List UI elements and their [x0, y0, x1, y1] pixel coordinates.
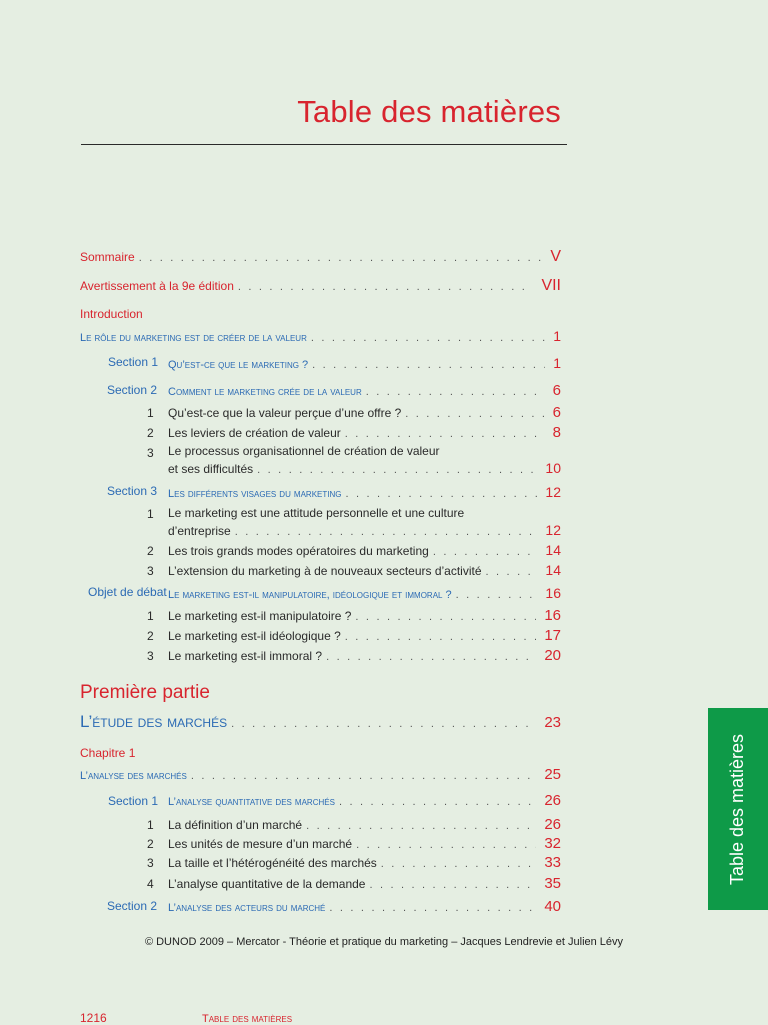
leader-dots	[235, 526, 538, 538]
debate-label: Objet de débat	[88, 585, 167, 599]
toc-entry-item[interactable]	[168, 854, 561, 871]
part-label: Première partie	[80, 682, 210, 703]
page-number: 1	[553, 328, 561, 344]
page-number: 23	[544, 714, 561, 731]
page-number: 6	[552, 382, 561, 399]
toc-entry-item[interactable]	[168, 424, 561, 441]
copyright-footer: © DUNOD 2009 – Mercator - Théorie et pratique du marketing – Jacques Lendrevie et Julien Lévy	[144, 936, 624, 948]
toc-entry-text: Comment le marketing crée de la valeur	[168, 386, 362, 398]
toc-entry-text: Le marketing est-il manipulatoire ?	[168, 609, 352, 623]
leader-dots	[405, 408, 544, 420]
toc-entry-text: Le marketing est-il manipulatoire, idéologique et immoral ?	[168, 589, 452, 601]
toc-entry-text: Le marketing est-il idéologique ?	[168, 629, 341, 643]
running-head: Table des matières	[202, 1013, 293, 1025]
toc-entry-intro-title[interactable]	[80, 328, 561, 344]
toc-entry-item[interactable]	[168, 607, 561, 624]
toc-entry-item[interactable]	[168, 562, 561, 578]
page-number: 12	[545, 522, 561, 538]
toc-entry-text: Le rôle du marketing est de créer de la valeur	[80, 332, 307, 344]
toc-entry-text: Les différents visages du marketing	[168, 488, 342, 500]
leader-dots	[326, 651, 536, 663]
toc-entry-chapter-title[interactable]	[80, 766, 561, 783]
leader-dots	[329, 902, 536, 914]
toc-entry-text: et ses difficultés	[168, 462, 254, 476]
toc-entry-text: Sommaire	[80, 250, 135, 264]
page-number: 40	[544, 898, 561, 915]
toc-entry-text: La définition d’un marché	[168, 818, 303, 832]
toc-entry-item[interactable]	[168, 522, 561, 538]
leader-dots	[139, 252, 543, 264]
toc-entry-item[interactable]	[168, 460, 561, 476]
toc-entry-item[interactable]	[168, 404, 561, 421]
toc-entry-text: L’analyse quantitative de la demande	[168, 877, 366, 891]
section-label: Section 1	[108, 794, 159, 808]
section-label: Section 3	[107, 484, 158, 498]
toc-entry-debate[interactable]	[168, 585, 561, 601]
toc-entry-section-3[interactable]	[168, 484, 561, 500]
toc-entry-text: Les trois grands modes opératoires du marketing	[168, 544, 429, 558]
item-number: 1	[147, 507, 154, 521]
toc-entry-text-line1: Le marketing est une attitude personnelle et une culture	[168, 506, 465, 520]
side-tab-label: Table des matières	[727, 733, 748, 885]
item-number: 2	[147, 426, 154, 440]
item-number: 2	[147, 544, 154, 558]
section-label: Section 2	[107, 383, 158, 397]
page-number: 33	[544, 854, 561, 871]
toc-entry-text: Les leviers de création de valeur	[168, 426, 341, 440]
page-title: Table des matières	[297, 94, 561, 129]
toc-entry-item[interactable]	[168, 816, 561, 833]
toc-entry-avertissement[interactable]	[80, 277, 561, 295]
leader-dots	[456, 589, 538, 601]
leader-dots	[306, 820, 536, 832]
toc-entry-section-1[interactable]	[168, 355, 561, 371]
leader-dots	[355, 611, 536, 623]
chapter-label: Chapitre 1	[80, 746, 136, 760]
toc-entry-text: L’analyse des acteurs du marché	[168, 902, 326, 914]
page-number: 14	[545, 542, 561, 558]
leader-dots	[238, 281, 534, 293]
leader-dots	[345, 631, 537, 643]
leader-dots	[339, 796, 536, 808]
toc-entry-section-2[interactable]	[168, 382, 561, 399]
item-number: 2	[147, 837, 154, 851]
leader-dots	[381, 858, 537, 870]
page-number: 6	[552, 404, 561, 421]
item-number: 2	[147, 629, 154, 643]
toc-entry-section-1[interactable]	[168, 792, 561, 809]
toc-entry-item[interactable]	[168, 542, 561, 558]
page-number: 17	[544, 627, 561, 644]
toc-entry-item[interactable]	[168, 647, 561, 664]
item-number: 3	[147, 649, 154, 663]
leader-dots	[257, 464, 537, 476]
side-tab[interactable]	[708, 708, 768, 910]
leader-dots	[433, 546, 538, 558]
page-number: V	[550, 248, 561, 265]
page-number: 10	[545, 460, 561, 476]
toc-entry-text: L’étude des marchés	[80, 712, 228, 731]
toc-entry-item[interactable]	[168, 627, 561, 644]
section-label: Section 2	[107, 899, 158, 913]
page-number: VII	[541, 277, 561, 294]
toc-entry-text: L’extension du marketing à de nouveaux secteurs d’activité	[168, 564, 482, 578]
page-number: 16	[544, 607, 561, 624]
item-number: 1	[147, 818, 154, 832]
toc-entry-text: Le marketing est-il immoral ?	[168, 649, 323, 663]
leader-dots	[345, 428, 545, 440]
item-number: 1	[147, 406, 154, 420]
toc-entry-sommaire[interactable]	[80, 248, 561, 266]
item-number: 3	[147, 446, 154, 460]
page-number: 32	[544, 835, 561, 852]
leader-dots	[369, 879, 536, 891]
page-number: 26	[544, 792, 561, 809]
toc-entry-text: Avertissement à la 9e édition	[80, 279, 234, 293]
leader-dots	[311, 332, 545, 344]
page-number: 25	[544, 766, 561, 783]
leader-dots	[345, 488, 537, 500]
leader-dots	[356, 839, 536, 851]
toc-entry-text-line1: Le processus organisationnel de création de valeur	[168, 444, 440, 458]
page-number: 35	[544, 875, 561, 892]
item-number: 3	[147, 856, 154, 870]
leader-dots	[486, 566, 538, 578]
intro-label: Introduction	[80, 307, 143, 321]
toc-entry-item[interactable]	[168, 875, 561, 892]
page-number: 26	[544, 816, 561, 833]
leader-dots	[366, 386, 545, 398]
page-number: 16	[545, 585, 561, 601]
page-folio: 1216	[80, 1011, 107, 1025]
toc-entry-text: La taille et l’hétérogénéité des marchés	[168, 856, 377, 870]
leader-dots	[231, 718, 536, 730]
page-number: 20	[544, 647, 561, 664]
toc-entry-text: L’analyse des marchés	[80, 770, 187, 782]
section-label: Section 1	[108, 355, 159, 369]
toc-entry-text: Qu’est-ce que la valeur perçue d’une offre ?	[168, 406, 402, 420]
item-number: 4	[147, 877, 154, 891]
toc-entry-text: L’analyse quantitative des marchés	[168, 796, 335, 808]
leader-dots	[312, 359, 545, 371]
toc-entry-part-title[interactable]	[80, 712, 561, 732]
leader-dots	[191, 770, 536, 782]
toc-entry-text: Les unités de mesure d’un marché	[168, 837, 353, 851]
toc-entry-item[interactable]	[168, 835, 561, 852]
page-number: 14	[545, 562, 561, 578]
page-number: 12	[545, 484, 561, 500]
page-number: 8	[552, 424, 561, 441]
item-number: 3	[147, 564, 154, 578]
toc-entry-section-2[interactable]	[168, 898, 561, 915]
page-number: 1	[553, 355, 561, 371]
toc-entry-text: d’entreprise	[168, 524, 231, 538]
item-number: 1	[147, 609, 154, 623]
toc-entry-text: Qu’est-ce que le marketing ?	[168, 359, 309, 371]
